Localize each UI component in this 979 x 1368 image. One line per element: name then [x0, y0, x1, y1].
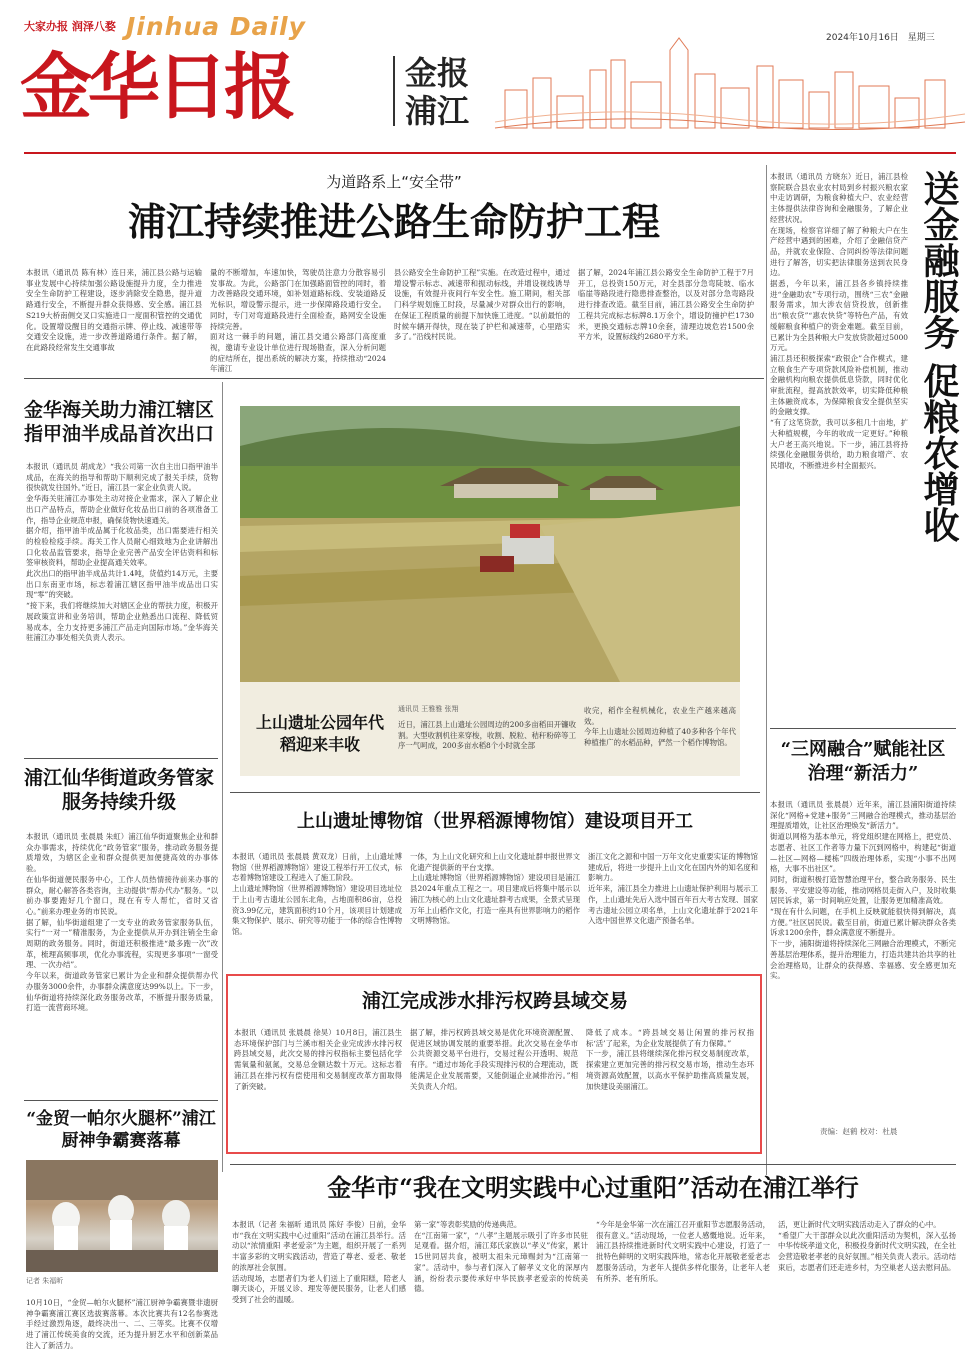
lead-col-2: 量的不断增加，车速加快，驾驶员注意力分散容易引发事故。为此，公路部门在加强路面管控的同时，着力改善路段交通环境，如补划道路标线、安装道路反光标识，增设警示提示，进一步保障路段通行安全。同时，专门对弯道路段进行全面检查，路网安全设施持续完善。 面对这一棘手的问题，浦江县交通公路部门高度重视，邀请专业设计单位进行现场勘查，深入分析问题的症结所在，提出系统的解决方案，持续推动“2024年浦江: [210, 268, 386, 374]
chongyang-title: 金华市“我在文明实践中心过重阳”活动在浦江举行: [327, 1173, 859, 1202]
xianhua-text: 本报讯（通讯员 张晨晨 朱虹）浦江仙华街道聚焦企业和群众办事需求，持续优化“政务管家”服务，推动政务服务提质增效，为辖区企业和群众提供更加便捷高效的办事体验。 在仙华街道便民服务中心，工作人员热情接待前来办事的群众，耐心解答各类咨询，主动提供“帮办代办”服务。“以前办事要跑好几个窗口，现在有专人帮忙，省时又省心。”前来办理业务的市民说。 据了解，仙华街道组建了一支专业的政务管家服务队伍，实行“一对一”精准服务，为企业提供从开办到注销全生命周期的政务服务。同时，街道还积极推进“最多跑一次”改革，梳理高频事项，优化办事流程，实现更多事项“一窗受理、一次办结”。 今年以来，街道政务管家已累计为企业和群众提供帮办代办服务3000余件，办事群众满意度达99%以上。下一步，仙华街道将持续深化政务服务改革，不断提升服务质量，打造一流营商环境。: [26, 832, 218, 1013]
rule-museum-top: [230, 792, 760, 793]
lead-col-4: 据了解，2024年浦江县公路安全生命防护工程于7月开工，总投资150万元，对全县部分急弯陡坡、临水临崖等路段进行隐患排查整治，以及对部分急弯路段进行排查改造。截至目前，浦江县公路安全生命防护工程共完成标志标牌8.1万余个，增设防撞护栏1730米，更换交通标志牌10余套，清理边坡危岩1500余平方米，设置标线约2680平方米。: [578, 268, 754, 342]
community-text: 本报讯（通讯员 张晨晨）近年来，浦江县浦阳街道持续深化“网格+党建+服务”三网融合治理模式，推动基层治理提质增效，让社区治理焕发“新活力”。 街道以网格为基本单元，将党组织建在网格上，把党员、志愿者、社区工作者等力量下沉到网格中，构建起“街道—社区—网格—楼栋”四级治理体系，实现“小事不出网格，大事不出社区”。 同时，街道积极打造智慧治理平台，整合政务服务、民生服务、平安建设等功能，推动网格员走街入户，及时收集居民诉求，第一时间响应处置，让服务更加精准高效。 “现在有什么问题，在手机上反映就能很快得到解决，真方便。”社区居民说。截至目前，街道已累计解决群众各类诉求1200余件，群众满意度不断提升。 下一步，浦阳街道将持续深化三网融合治理模式，不断完善基层治理体系，提升治理能力，打造共建共治共享的社会治理格局，让群众的获得感、幸福感、安全感更加充实。: [770, 800, 956, 981]
lead-col-1: 本报讯（通讯员 陈有林）连日来，浦江县公路与运输事业发展中心持续加强公路设施提升力度，全力推进安全生命防护工程建设，逐步消除安全隐患，提升道路通行安全，不断提升群众获得感、安全感。浦江县S219大桥南侧交叉口实施进口一度面积管控的交通优化。设置增设醒目的交通指示牌、停止线、减速带等交通安全设施，进一步改善道路通行条件。据了解，在此路段经常发生交通事故: [26, 268, 202, 352]
rule-bottom-top: [230, 1164, 956, 1165]
customs-title: 金华海关助力浦江辖区指甲油半成品首次出口: [24, 399, 215, 445]
museum-col-1: 本报讯（通讯员 张晨晨 黄双龙）日前，上山遗址博物馆（世界稻源博物馆）建设工程举行开工仪式，标志着博物馆建设工程进入了施工阶段。 上山遗址博物馆（世界稻源博物馆）建设项目选址位于上山考古遗址公园东北角，占地面积86亩，总投资3.99亿元，建筑面积约10个月，该项目计划建成集文物保护、展示、研究等功能于一体的综合性博物馆。: [232, 852, 402, 936]
finance-story-title: 送金融服务 促粮农增收: [918, 170, 959, 543]
edition-line-1: 金报: [405, 54, 470, 92]
rule-right-mid: [770, 728, 956, 729]
rule-left-2: [24, 1100, 218, 1101]
issue-date: [826, 30, 935, 43]
rule-left-column: [222, 382, 223, 1172]
weekday: 星期三: [907, 33, 935, 43]
date: 2024年10月16日: [826, 33, 899, 43]
sewage-col-1: 本报讯（通讯员 张晨晨 徐昊）10月8日，浦江县生态环境保护部门与兰溪市相关企业完成涉水排污权跨县域交易，此次交易的排污权指标主要包括化学需氧量和氨氮，交易总金额达数十万元。这标志着浦江县在排污权有偿使用和交易制度改革方面取得了新突破。: [234, 1028, 402, 1091]
museum-title: 上山遗址博物馆（世界稻源博物馆）建设项目开工: [297, 811, 693, 832]
chef-title: “金贸一帕尔火腿杯”浦江厨神争霸赛落幕: [26, 1109, 216, 1151]
photo-credit: 通讯员 王雅雅 张翔: [398, 705, 459, 713]
edition-label: [405, 54, 469, 130]
chongyang-col-2: 第一家”等表彰奖励的传递典范。 在“江南第一家”，“八孝”主题展示吸引了许多市民驻足观看。据介绍，浦江郑氏家族以“孝义”传家，累计15世同居共食，被明太祖朱元璋赐封为“江南第一家”。活动中，参与者们深入了解孝义文化的深厚内涵，纷纷表示要传承好中华民族孝老爱亲的传统美德。: [414, 1220, 588, 1294]
rule-lead-bottom: [24, 378, 764, 379]
chongyang-col-1: 本报讯（记者 朱福昕 通讯员 陈好 李俊）日前，金华市“我在文明实践中心过重阳”活动在浦江县举行。活动以“浓情重阳 孝老爱亲”为主题，组织开展了一系列丰富多彩的文明实践活动，营造了尊老、爱老、敬老的浓厚社会氛围。 活动现场，志愿者们为老人们送上了重阳糕，陪老人聊天谈心，开展义诊、理发等便民服务，让老人们感受到了社会的温暖。: [232, 1220, 406, 1304]
sewage-title: 浦江完成涉水排污权跨县域交易: [361, 990, 628, 1012]
rice-harvest-photo: [240, 406, 740, 682]
photo-headline: 上山遗址公园年代稻迎来丰收: [255, 713, 384, 754]
rule-right-column: [766, 165, 767, 1175]
photo-caption-1: 近日，浦江县上山遗址公园周边的200多亩稻田开镰收割。大型收割机往来穿梭，收割、脱粒、秸秆粉碎等工序一气呵成，200多亩水稻8个小时就全部: [398, 720, 576, 751]
page-footer-editors: 责编：赵鹤 校对：杜晨: [820, 1127, 898, 1136]
xianhua-title: 浦江仙华街道政务管家服务持续升级: [24, 767, 215, 813]
masthead-separator: [393, 56, 395, 126]
chongyang-col-3: “今年是金华第一次在浦江召开重阳节志愿服务活动，很有意义。”活动现场，一位老人感慨地说。近年来，浦江县持续推进新时代文明实践中心建设，打造了一批特色鲜明的文明实践阵地，常态化开展敬老爱老志愿服务活动，为老年人提供多样化服务，让老年人老有所养、老有所乐。: [596, 1220, 770, 1283]
sewage-col-3: 降低了成本。“跨县域交易让闲置的排污权指标‘活’了起来，为企业发展提供了有力保障。” 下一步，浦江县将继续深化排污权交易制度改革，探索建立更加完善的排污权交易市场，推动生态环境资源高效配置，以高水平保护助推高质量发展，加快建设美丽浦江。: [586, 1028, 754, 1091]
museum-col-2: 一体，为上山文化研究和上山文化遗址群申报世界文化遗产提供新的平台支撑。 上山遗址博物馆（世界稻源博物馆）建设项目是浦江县2024年重点工程之一。项目建成后将集中展示以浦江为核心的上山文化遗址群考古成果，全景式呈现万年上山稻作文化，打造一座具有世界影响力的稻作文明博物馆。: [410, 852, 580, 926]
skyline-illustration: [495, 30, 965, 130]
museum-col-3: 浙江文化之源和中国一万年文化史重要实证的博物馆建成后，将进一步提升上山文化在国内外的知名度和影响力。 近年来，浦江县全力推进上山遗址保护利用与展示工作，上山遗址先后入选中国百年百大考古发现、国家考古遗址公园立项名单，上山文化遗址群于2021年入选中国世界文化遗产预备名单。: [588, 852, 758, 926]
sewage-col-2: 据了解，排污权跨县域交易是优化环境资源配置、促进区域协调发展的重要举措。此次交易在金华市公共资源交易平台进行，交易过程公开透明、规范有序。“通过市场化手段实现排污权的合理流动，既能满足企业发展需要，又能倒逼企业减排治污。”相关负责人介绍。: [410, 1028, 578, 1091]
edition-line-2: 浦江: [405, 92, 470, 130]
chef-photo-credit: 记者 朱福昕: [26, 1277, 64, 1285]
photo-caption-2: 收完，稻作全程机械化，农业生产越来越高效。 今年上山遗址公园周边种植了40多种各个年代种植推广的水稻品种，俨然一个稻作博物馆。: [584, 706, 736, 748]
brand-en: Jinhua Daily: [126, 12, 306, 41]
customs-text: 本报讯（通讯员 胡成龙）“我公司第一次自主出口指甲油半成品，在海关的指导和帮助下顺利完成了报关手续，货物很快就发往国外。”近日，浦江县一家企业负责人说。 金华海关驻浦江办事处主动对接企业需求，深入了解企业出口产品特点，帮助企业做好化妆品出口前的各项准备工作，指导企业规范申报，确保货物快速通关。 据介绍，指甲油半成品属于化妆品类，出口需要进行相关的检验检疫手续。海关工作人员耐心细致地为企业讲解出口化妆品监管要求，指导企业完善产品安全评估资料和标签审核资料，帮助企业提高通关效率。 此次出口的指甲油半成品共计1.4吨，货值约14万元，主要出口东南亚市场，标志着浦江辖区指甲油半成品出口实现“零”的突破。 “接下来，我们将继续加大对辖区企业的帮扶力度，积极开展政策宣讲和业务培训，帮助企业熟悉出口流程、降低贸易成本，全力支持更多浦江产品走向国际市场。”金华海关驻浦江办事处相关负责人表示。: [26, 462, 218, 643]
lead-kicker: 为道路系上“安全带”: [326, 173, 462, 191]
masthead: [0, 0, 979, 160]
chongyang-col-4: 活，更让新时代文明实践活动走入了群众的心中。 “希望广大干部群众以此次重阳活动为契机，深入弘扬中华传统孝道文化，积极投身新时代文明实践，在全社会营造敬老孝老的良好氛围。”相关负责人表示。活动结束后，志愿者们还走进乡村，为空巢老人送去慰问品。: [778, 1220, 956, 1272]
chef-photo: [26, 1160, 218, 1272]
community-title: “三网融合”赋能社区治理“新活力”: [780, 739, 946, 784]
masthead-rule: [24, 152, 956, 154]
rule-left-1: [24, 758, 218, 759]
slogan: 大家办报 润泽八婺: [24, 20, 116, 33]
lead-title: 浦江持续推进公路生命防护工程: [127, 200, 660, 244]
finance-story-text: 本报讯（通讯员 方晓东）近日，浦江县检察院联合县农业农村局到乡村振兴粮农家中走访调研，为粮食种植大户、农业经营主体提供法律咨询和金融服务，了解企业经营状况。 在现场，检察官详细了解了种粮大户在生产经营中遇到的困难，介绍了金融信贷产品，并就农业保险、合同纠纷等法律问题进行了解答，切实把法律服务送到农民身边。 据悉，今年以来，浦江县各乡镇持续推进“金融助农”专项行动，围绕“三农”金融服务需求，加大涉农信贷投放，创新推出“粮农贷”“惠农快贷”等特色产品，有效缓解粮食种植户的资金难题。截至目前，已累计为全县种粮大户发放贷款超过5000万元。 浦江县还积极探索“政银企”合作模式，建立粮食生产专项贷款风险补偿机制，推动金融机构向粮农提供低息贷款，同时优化审批流程，提高放款效率，切实降低种粮主体融资成本，为保障粮食安全提供坚实的金融支撑。 “有了这笔贷款，我可以多租几十亩地，扩大种植规模，今年的收成一定更好。”种粮大户老王高兴地说。下一步，浦江县将持续强化金融服务供给，助力粮食增产、农民增收，不断推进乡村全面振兴。: [770, 172, 908, 470]
masthead-logo: 金华日报: [20, 44, 293, 129]
chef-text: 10月10日，“金贸—帕尔火腿杯”浦江厨神争霸赛暨非遗厨神争霸赛浦江赛区选拔赛落幕。本次比赛共有12名参赛选手经过激烈角逐，最终决出一、二、三等奖。比赛不仅增进了浦江传统美食的交流，还为提升厨艺水平和创新菜品注入了新活力。: [26, 1298, 218, 1350]
lead-col-3: 县公路安全生命防护工程”实施。在改造过程中，通过增设警示标志、减速带和振动标线，并增设视线诱导设施，有效提升夜间行车安全性。施工期间，相关部门科学规划施工时段，尽量减少对群众出行的影响，在保证工程质量的前提下加快施工进度。“以前最怕的时候车辆开得快，现在装了护栏和减速带，心里踏实多了。”沿线村民说。: [394, 268, 570, 342]
